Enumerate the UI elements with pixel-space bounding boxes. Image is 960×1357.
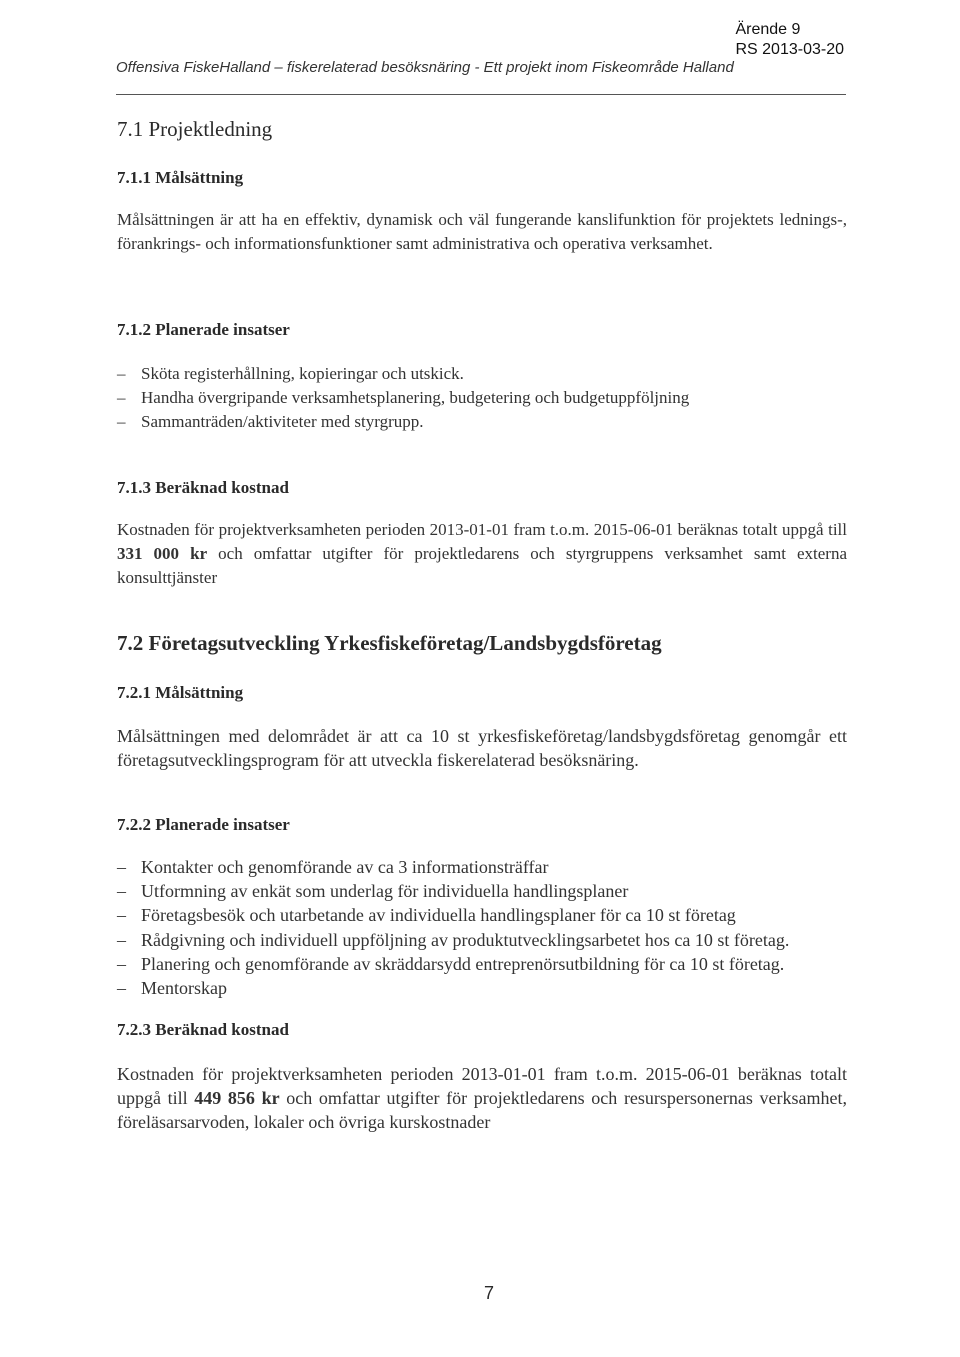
subsection-heading: 7.1.2 Planerade insatser: [117, 320, 290, 339]
list-item: – Sköta registerhållning, kopieringar och utskick.: [117, 362, 689, 386]
list-item: – Rådgivning och individuell uppföljning av produktutvecklingsarbetet hos ca 10 st företag.: [117, 928, 789, 952]
subsection-heading: 7.2.1 Målsättning: [117, 683, 244, 702]
section-heading: 7.1 Projektledning: [117, 117, 273, 141]
subsection-heading: 7.1.1 Målsättning: [117, 168, 244, 187]
list-dash: –: [117, 905, 126, 926]
paragraph: Målsättningen är att ha en effektiv, dynamisk och väl fungerande kanslifunktion för projektets lednings-, förankrings- och informationsfunktioner samt administrativa och operativa verksamhet.: [117, 210, 847, 253]
list-dash: –: [117, 978, 126, 999]
list-item: – Företagsbesök och utarbetande av individuella handlingsplaner för ca 10 st företag: [117, 903, 789, 927]
list-dash: –: [117, 953, 126, 974]
list-dash: –: [117, 857, 126, 877]
header-divider: [116, 94, 846, 95]
document-stamp: [735, 20, 844, 60]
list-item: – Utformning av enkät som underlag för individuella handlingsplaner: [117, 879, 789, 903]
section-heading: 7.2 Företagsutveckling Yrkesfiskeföretag/Landsbygdsföretag: [117, 631, 662, 655]
subsection-heading: 7.1.3 Beräknad kostnad: [117, 478, 289, 497]
list-item: – Kontakter och genomförande av ca 3 informationsträffar: [117, 855, 789, 879]
list-item: – Handha övergripande verksamhetsplanering, budgetering och budgetuppföljning: [117, 386, 689, 410]
paragraph: Kostnaden för projektverksamheten perioden 2013-01-01 fram t.o.m. 2015-06-01 beräknas totalt uppgå till 331 000 kr och omfattar utgifter för projektledarens och styrgruppens verksamhet samt externa konsulttjänster: [117, 520, 848, 587]
list-item: – Mentorskap: [117, 976, 789, 1000]
running-header: Offensiva FiskeHalland – fiskerelaterad besöksnäring - Ett projekt inom Fiskeområde Halland: [116, 59, 734, 76]
list-dash: –: [117, 881, 126, 902]
list-dash: –: [117, 412, 126, 431]
paragraph: Kostnaden för projektverksamheten perioden 2013-01-01 fram t.o.m. 2015-06-01 beräknas totalt uppgå till 449 856 kr och omfattar utgifter för projektledarens och resurspersonernas verksamhet, föreläsarsarvoden, lokaler och övriga kurskostnader: [117, 1064, 848, 1132]
subsection-heading: 7.2.3 Beräknad kostnad: [117, 1020, 289, 1039]
bullet-list: [117, 362, 689, 434]
stamp-date: RS 2013-03-20: [735, 41, 844, 58]
subsection-heading: 7.2.2 Planerade insatser: [117, 815, 290, 834]
list-dash: –: [117, 364, 126, 383]
stamp-case-number: Ärende 9: [735, 21, 801, 38]
list-item: – Sammanträden/aktiviteter med styrgrupp.: [117, 410, 689, 434]
cost-amount: 331 000 kr: [117, 544, 208, 563]
list-dash: –: [117, 929, 126, 950]
page-number: 7: [484, 1283, 495, 1303]
list-item: – Planering och genomförande av skräddarsydd entreprenörsutbildning för ca 10 st företag.: [117, 952, 789, 976]
list-dash: –: [117, 388, 126, 407]
cost-amount: 449 856 kr: [194, 1088, 280, 1108]
paragraph: Målsättningen med delområdet är att ca 10 st yrkesfiskeföretag/landsbygdsföretag genomgår ett företagsutvecklingsprogram för att utveckla fiskerelaterad besöksnäring.: [117, 726, 847, 770]
bullet-list: [117, 855, 789, 1000]
